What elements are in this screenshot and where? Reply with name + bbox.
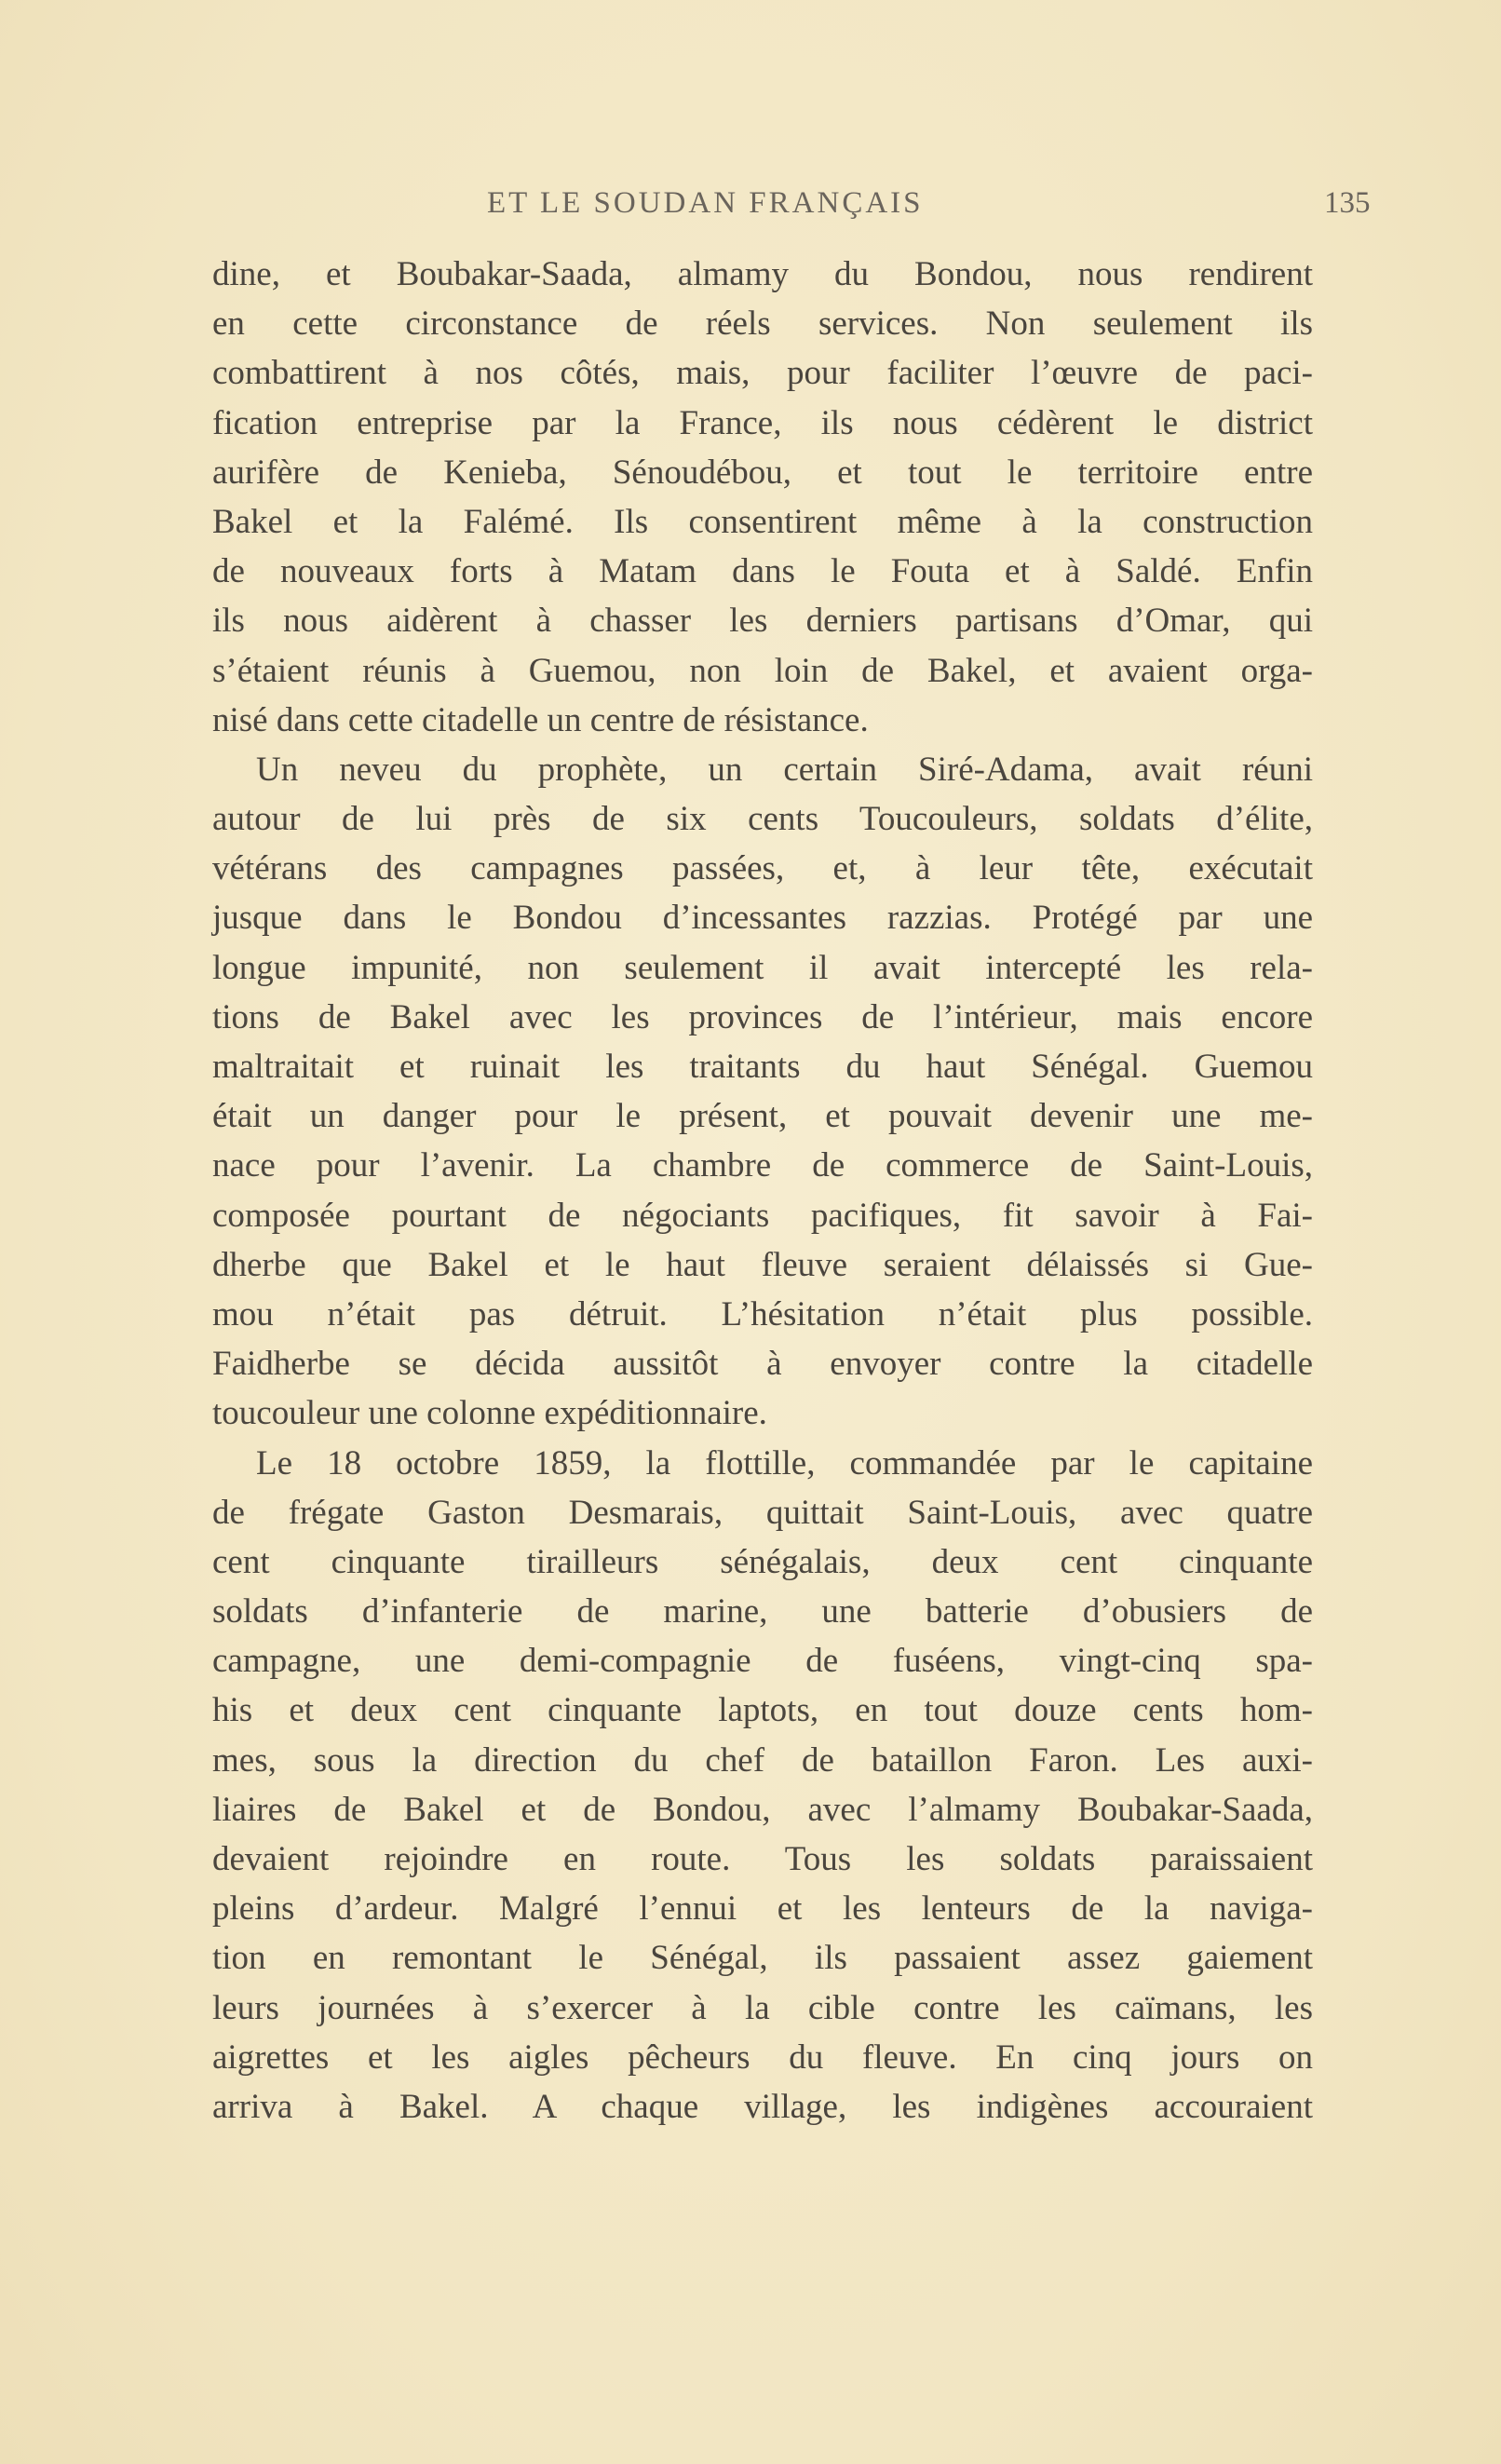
text-line: fication entreprise par la France, ils nous cédèrent le district xyxy=(212,403,1313,442)
text-line: nace pour l’avenir. La chambre de commerce de Saint-Louis, xyxy=(212,1146,1313,1185)
text-line: Faidherbe se décida aussitôt à envoyer contre la citadelle xyxy=(212,1345,1313,1384)
text-line: s’étaient réunis à Guemou, non loin de Bakel, et avaient orga- xyxy=(212,651,1313,690)
text-line: pleins d’ardeur. Malgré l’ennui et les lenteurs de la naviga- xyxy=(212,1889,1313,1929)
text-line: combattirent à nos côtés, mais, pour faciliter l’œuvre de paci- xyxy=(212,354,1313,393)
text-line: en cette circonstance de réels services. Non seulement ils xyxy=(212,305,1313,344)
paragraph xyxy=(212,745,1313,1439)
text-line: leurs journées à s’exercer à la cible contre les caïmans, les xyxy=(212,1988,1313,2027)
text-line: aigrettes et les aigles pêcheurs du fleuve. En cinq jours on xyxy=(212,2038,1313,2077)
text-line: tions de Bakel avec les provinces de l’intérieur, mais encore xyxy=(212,997,1313,1036)
text-line: mes, sous la direction du chef de bataillon Faron. Les auxi- xyxy=(212,1740,1313,1780)
text-line: campagne, une demi-compagnie de fuséens, vingt-cinq spa- xyxy=(212,1642,1313,1681)
text-line: de frégate Gaston Desmarais, quittait Saint-Louis, avec quatre xyxy=(212,1493,1313,1532)
text-line: devaient rejoindre en route. Tous les soldats paraissaient xyxy=(212,1840,1313,1878)
text-line: longue impunité, non seulement il avait intercepté les rela- xyxy=(212,948,1313,987)
text-line: toucouleur une colonne expéditionnaire. xyxy=(212,1394,767,1433)
body-text xyxy=(212,250,1313,2132)
text-line: cent cinquante tirailleurs sénégalais, deux cent cinquante xyxy=(212,1542,1313,1581)
text-line: mou n’était pas détruit. L’hésitation n’était plus possible. xyxy=(212,1294,1313,1334)
paragraph xyxy=(212,1439,1313,2132)
text-line: arriva à Bakel. A chaque village, les indigènes accouraient xyxy=(212,2087,1313,2126)
text-line: était un danger pour le présent, et pouvait devenir une me- xyxy=(212,1097,1313,1136)
text-line: his et deux cent cinquante laptots, en tout douze cents hom- xyxy=(212,1691,1313,1730)
text-line: de nouveaux forts à Matam dans le Fouta et à Saldé. Enfin xyxy=(212,552,1313,591)
text-line: dine, et Boubakar-Saada, almamy du Bondou, nous rendirent xyxy=(212,255,1313,293)
text-line: jusque dans le Bondou d’incessantes razzias. Protégé par une xyxy=(212,899,1313,938)
text-line: aurifère de Kenieba, Sénoudébou, et tout le territoire entre xyxy=(212,453,1313,492)
running-header xyxy=(0,183,1501,227)
text-line: Un neveu du prophète, un certain Siré-Adama, avait réuni xyxy=(256,750,1313,789)
text-line: maltraitait et ruinait les traitants du haut Sénégal. Guemou xyxy=(212,1048,1313,1086)
text-line: liaires de Bakel et de Bondou, avec l’almamy Boubakar-Saada, xyxy=(212,1790,1313,1829)
running-title: ET LE SOUDAN FRANÇAIS xyxy=(487,186,924,220)
text-line: Bakel et la Falémé. Ils consentirent même à la construction xyxy=(212,502,1313,541)
text-line: ils nous aidèrent à chasser les derniers partisans d’Omar, qui xyxy=(212,602,1313,641)
text-line: soldats d’infanterie de marine, une batterie d’obusiers de xyxy=(212,1592,1313,1631)
text-line: Le 18 octobre 1859, la flottille, commandée par le capitaine xyxy=(256,1443,1313,1482)
text-line: tion en remontant le Sénégal, ils passaient assez gaiement xyxy=(212,1939,1313,1978)
text-line: autour de lui près de six cents Toucouleurs, soldats d’élite, xyxy=(212,800,1313,839)
text-line: composée pourtant de négociants pacifiques, fit savoir à Fai- xyxy=(212,1196,1313,1235)
paragraph xyxy=(212,250,1313,745)
text-line: nisé dans cette citadelle un centre de résistance. xyxy=(212,700,869,739)
text-line: dherbe que Bakel et le haut fleuve seraient délaissés si Gue- xyxy=(212,1245,1313,1284)
text-line: vétérans des campagnes passées, et, à leur tête, exécutait xyxy=(212,849,1313,888)
page-number: 135 xyxy=(1324,186,1371,220)
